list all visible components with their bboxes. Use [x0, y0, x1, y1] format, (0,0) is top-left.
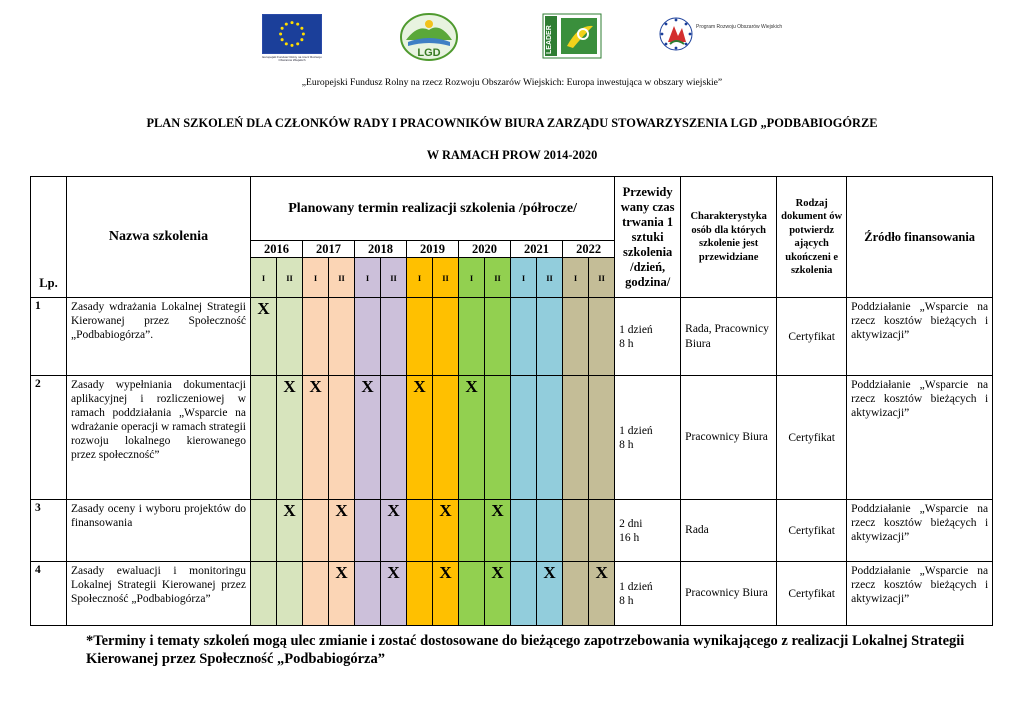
training-name: Zasady ewaluacji i monitoringu Lokalnej Strategii Kierowanej przez Społeczność „Podbabiogórza” [67, 562, 251, 626]
schedule-cell: X [459, 376, 485, 500]
schedule-cell [511, 562, 537, 626]
table-row [31, 298, 993, 376]
year-header: 2020 [459, 241, 511, 258]
certificate-cell: Certyfikat [777, 500, 847, 562]
duration-cell [615, 562, 681, 626]
funding-statement: „Europejski Fundusz Rolny na rzecz Rozwoju Obszarów Wiejskich: Europa inwestująca w obszary wiejskie” [301, 77, 723, 88]
schedule-cell [303, 562, 329, 626]
schedule-cell [303, 500, 329, 562]
funding-source-cell [847, 298, 993, 376]
year-header: 2016 [251, 241, 303, 258]
schedule-cell [355, 500, 381, 562]
year-header: 2018 [355, 241, 407, 258]
document-title: PLAN SZKOLEŃ DLA CZŁONKÓW RADY I PRACOWNIKÓW BIURA ZARZĄDU STOWARZYSZENIA LGD „PODBABIOGÓRZE [146, 116, 878, 130]
svg-text:LEADER: LEADER [546, 25, 553, 54]
header-funding-source: Źródło finansowania [847, 177, 993, 298]
logo-strip [0, 14, 1024, 60]
svg-text:Program Rozwoju Obszarów Wiejs: Program Rozwoju Obszarów Wiejskich [696, 24, 783, 30]
funding-source-cell [847, 376, 993, 500]
table-row [31, 500, 993, 562]
funding-source-cell [847, 562, 993, 626]
schedule-cell [589, 500, 615, 562]
half-year-header: II [329, 258, 355, 298]
schedule-cell: X [303, 376, 329, 500]
half-year-header: II [381, 258, 407, 298]
half-year-header: I [407, 258, 433, 298]
schedule-cell: X [589, 562, 615, 626]
schedule-cell [459, 298, 485, 376]
prow-logo [658, 14, 783, 54]
duration-hours: 8 h [619, 594, 634, 607]
eu-flag-logo [262, 14, 322, 54]
certificate-cell: Certyfikat [777, 376, 847, 500]
schedule-cell: X [329, 562, 355, 626]
participants-cell: Rada [681, 500, 777, 562]
header-duration: Przewidy wany czas trwania 1 sztuki szkolenia /dzień, godzina/ [615, 177, 681, 298]
year-header: 2021 [511, 241, 563, 258]
schedule-cell [355, 562, 381, 626]
schedule-cell [537, 500, 563, 562]
lgd-podbabiogorze-logo [398, 12, 460, 62]
certificate-cell: Certyfikat [777, 298, 847, 376]
year-header: 2022 [563, 241, 615, 258]
funding-source-text: Poddziałanie „Wsparcie na rzecz kosztów bieżących i aktywizacji” [851, 503, 989, 543]
table-row [31, 562, 993, 626]
table-row [31, 376, 993, 500]
eu-logo-caption: Europejski Fundusz Rolny na rzecz Rozwoju Obszarów Wiejskich [262, 55, 322, 62]
row-number: 2 [31, 376, 67, 500]
training-name: Zasady oceny i wyboru projektów do finansowania [67, 500, 251, 562]
footnote: *Terminy i tematy szkoleń mogą ulec zmianie i zostać dostosowane do bieżącego zapotrzebowania wynikającego z realizacji Lokalnej Strategii Kierowanej przez Społeczność „Podbabiogórza” [86, 633, 965, 667]
schedule-cell [381, 298, 407, 376]
duration-cell [615, 298, 681, 376]
schedule-cell [329, 298, 355, 376]
half-year-header: II [485, 258, 511, 298]
schedule-cell [563, 562, 589, 626]
schedule-cell [563, 376, 589, 500]
schedule-cell [277, 298, 303, 376]
schedule-cell [511, 298, 537, 376]
duration-days: 1 dzień [619, 424, 653, 437]
schedule-cell: X [329, 500, 355, 562]
duration-cell [615, 376, 681, 500]
schedule-cell [563, 500, 589, 562]
duration-hours: 8 h [619, 438, 634, 451]
schedule-cell [459, 562, 485, 626]
year-header: 2019 [407, 241, 459, 258]
half-year-header: I [459, 258, 485, 298]
schedule-cell: X [381, 562, 407, 626]
schedule-cell: X [277, 500, 303, 562]
header-participants: Charakterystyka osób dla których szkolenie jest przewidziane [681, 177, 777, 298]
schedule-cell [329, 376, 355, 500]
schedule-cell [433, 298, 459, 376]
duration-cell [615, 500, 681, 562]
participants-cell: Rada, Pracownicy Biura [681, 298, 777, 376]
funding-source-cell [847, 500, 993, 562]
header-planned-term: Planowany termin realizacji szkolenia /półrocze/ [251, 177, 615, 241]
row-number: 4 [31, 562, 67, 626]
schedule-cell [537, 298, 563, 376]
schedule-cell [251, 500, 277, 562]
schedule-cell [407, 298, 433, 376]
schedule-cell [511, 500, 537, 562]
participants-cell: Pracownicy Biura [681, 562, 777, 626]
schedule-cell: X [433, 562, 459, 626]
schedule-cell [459, 500, 485, 562]
duration-hours: 8 h [619, 337, 634, 350]
half-year-header: I [563, 258, 589, 298]
schedule-cell [433, 376, 459, 500]
schedule-cell [589, 298, 615, 376]
schedule-cell: X [251, 298, 277, 376]
document-subtitle: W RAMACH PROW 2014-2020 [426, 148, 598, 162]
schedule-cell: X [355, 376, 381, 500]
schedule-cell [563, 298, 589, 376]
funding-source-text: Poddziałanie „Wsparcie na rzecz kosztów bieżących i aktywizacji” [851, 301, 989, 341]
schedule-cell [303, 298, 329, 376]
schedule-cell [355, 298, 381, 376]
schedule-cell: X [407, 376, 433, 500]
duration-hours: 16 h [619, 531, 640, 544]
training-name: Zasady wdrażania Lokalnej Strategii Kierowanej przez Społeczność „Podbabiogórza”. [67, 298, 251, 376]
year-header: 2017 [303, 241, 355, 258]
schedule-cell: X [485, 500, 511, 562]
certificate-cell: Certyfikat [777, 562, 847, 626]
header-certificate-type: Rodzaj dokument ów potwierdz ających ukończeni e szkolenia [777, 177, 847, 298]
row-number: 1 [31, 298, 67, 376]
schedule-cell: X [381, 500, 407, 562]
half-year-header: II [537, 258, 563, 298]
duration-days: 2 dni [619, 517, 643, 530]
half-year-header: I [251, 258, 277, 298]
header-lp: Lp. [31, 177, 67, 298]
schedule-cell [407, 562, 433, 626]
schedule-cell: X [537, 562, 563, 626]
schedule-cell [537, 376, 563, 500]
schedule-cell [407, 500, 433, 562]
schedule-cell [381, 376, 407, 500]
duration-days: 1 dzień [619, 323, 653, 336]
participants-cell: Pracownicy Biura [681, 376, 777, 500]
leader-logo [543, 14, 601, 58]
schedule-cell: X [277, 376, 303, 500]
schedule-cell [485, 376, 511, 500]
half-year-header: I [511, 258, 537, 298]
schedule-cell [511, 376, 537, 500]
schedule-cell [277, 562, 303, 626]
duration-days: 1 dzień [619, 580, 653, 593]
schedule-cell [251, 562, 277, 626]
half-year-header: II [277, 258, 303, 298]
schedule-cell [485, 298, 511, 376]
schedule-cell: X [433, 500, 459, 562]
svg-text:LGD: LGD [417, 47, 441, 59]
header-training-name: Nazwa szkolenia [67, 177, 251, 298]
training-name: Zasady wypełniania dokumentacji aplikacyjnej i rozliczeniowej w ramach poddziałania „Wsparcie na wdrażanie operacji w ramach strategii rozwoju lokalnego kierowanego przez społeczność” [67, 376, 251, 500]
half-year-header: I [303, 258, 329, 298]
funding-source-text: Poddziałanie „Wsparcie na rzecz kosztów bieżących i aktywizacji” [851, 379, 989, 419]
half-year-header: I [355, 258, 381, 298]
half-year-header: II [589, 258, 615, 298]
row-number: 3 [31, 500, 67, 562]
schedule-cell [589, 376, 615, 500]
half-year-header: II [433, 258, 459, 298]
training-plan-table [30, 176, 993, 626]
schedule-cell [251, 376, 277, 500]
funding-source-text: Poddziałanie „Wsparcie na rzecz kosztów bieżących i aktywizacji” [851, 565, 989, 605]
schedule-cell: X [485, 562, 511, 626]
